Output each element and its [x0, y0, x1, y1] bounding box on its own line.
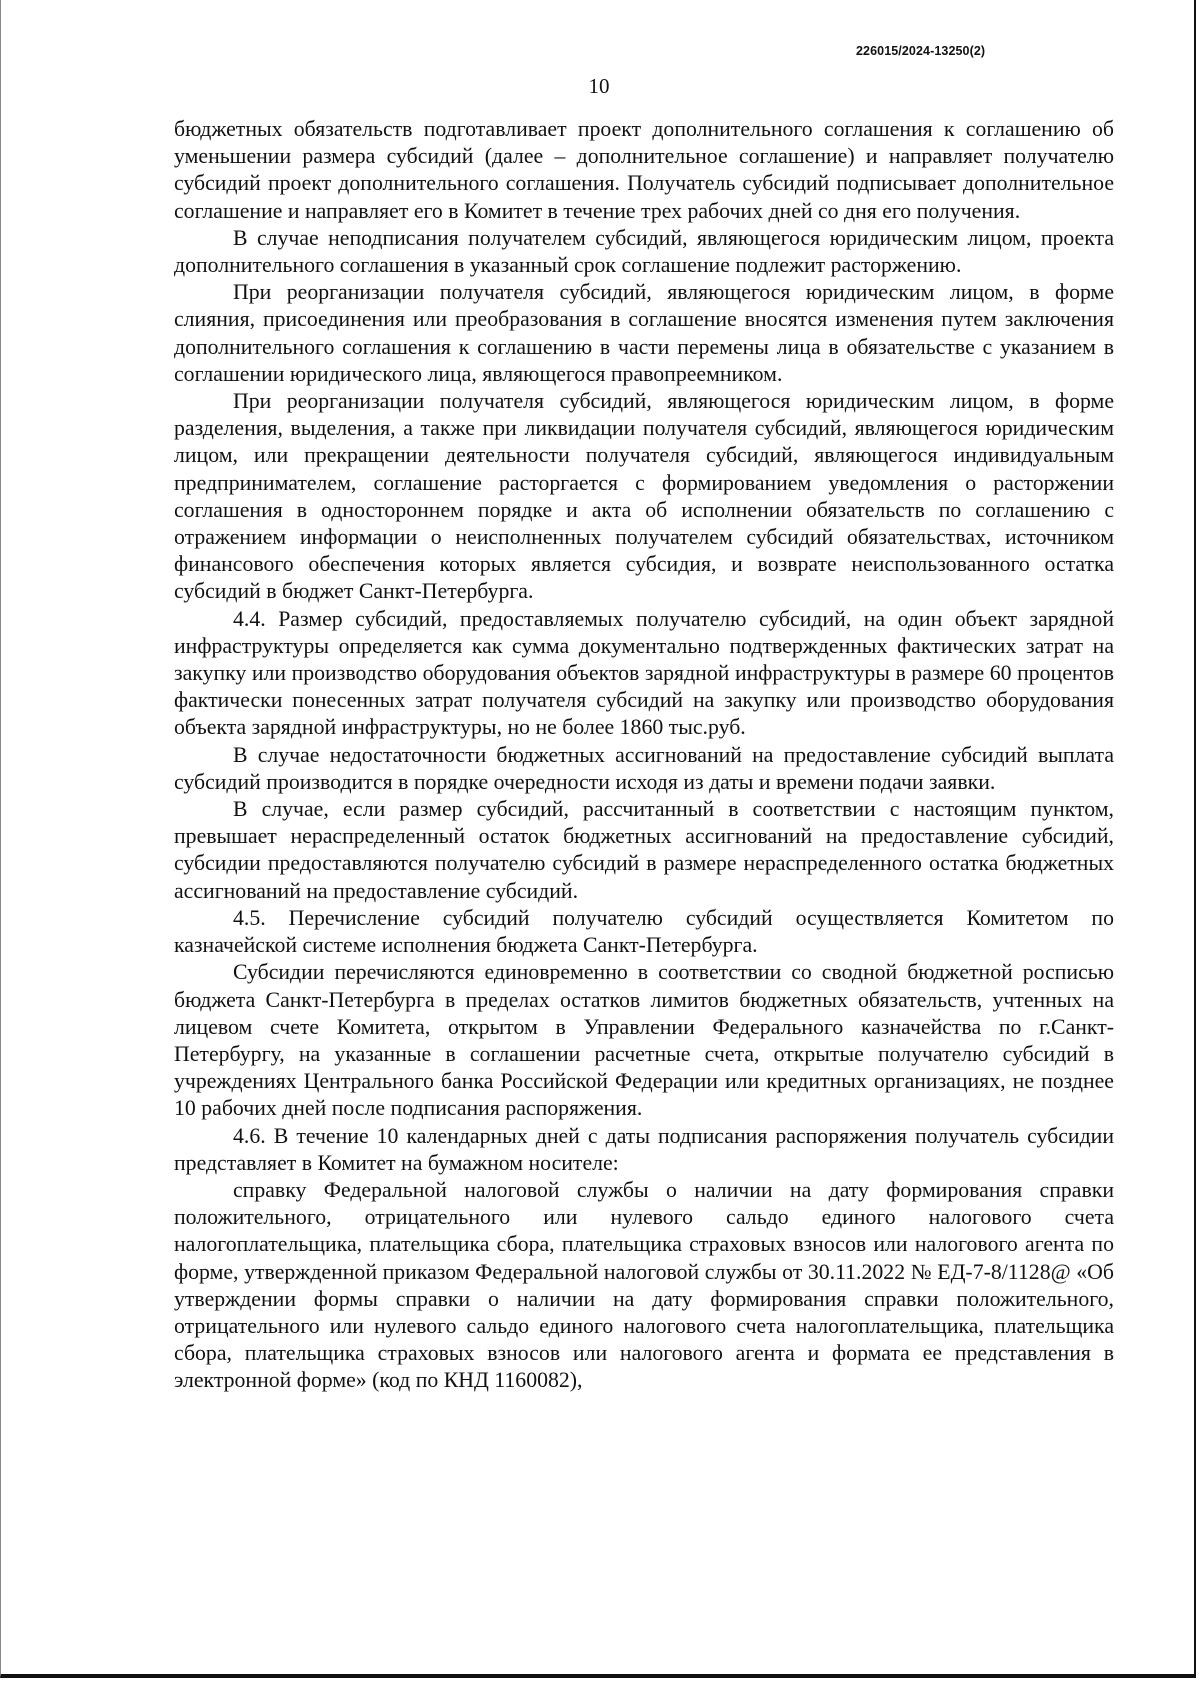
- paragraph-11: справку Федеральной налоговой службы о наличии на дату формирования справки положительного, отрицательного или нулевого сальдо единого налогового счета налогоплательщика, плательщика сбора, плательщика страховых взносов или налогового агента по форме, утвержденной приказом Федеральной налоговой службы от 30.11.2022 № ЕД-7-8/1128@ «Об утверждении формы справки о наличии на дату формирования справки положительного, отрицательного или нулевого сальдо единого налогового счета налогоплательщика, плательщика сбора, плательщика страховых взносов или налогового агента и формата ее представления в электронной форме» (код по КНД 1160082),: [174, 1177, 1114, 1393]
- paragraph-2: В случае неподписания получателем субсидий, являющегося юридическим лицом, проекта дополнительного соглашения в указанный срок соглашение подлежит расторжению.: [174, 225, 1114, 278]
- paragraph-5: 4.4. Размер субсидий, предоставляемых получателю субсидий, на один объект зарядной инфраструктуры определяется как сумма документально подтвержденных фактических затрат на закупку или производство оборудования объектов зарядной инфраструктуры в размере 60 процентов фактически понесенных затрат получателя субсидий на закупку или производство оборудования объекта зарядной инфраструктуры, но не более 1860 тыс.руб.: [174, 606, 1114, 740]
- page-number: 10: [588, 74, 610, 98]
- paragraph-1: бюджетных обязательств подготавливает проект дополнительного соглашения к соглашению об уменьшении размера субсидий (далее – дополнительное соглашение) и направляет получателю субсидий проект дополнительного соглашения. Получатель субсидий подписывает дополнительное соглашение и направляет его в Комитет в течение трех рабочих дней со дня его получения.: [174, 117, 1114, 223]
- paragraph-4: При реорганизации получателя субсидий, являющегося юридическим лицом, в форме разделения, выделения, а также при ликвидации получателя субсидий, являющегося юридическим лицом, или прекращении деятельности получателя субсидий, являющегося индивидуальным предпринимателем, соглашение расторгается с формированием уведомления о расторжении соглашения в одностороннем порядке и акта об исполнении обязательств по соглашению с отражением информации о неисполненных получателем субсидий обязательствах, источником финансового обеспечения которых является субсидия, и возврате неиспользованного остатка субсидий в бюджет Санкт-Петербурга.: [174, 389, 1114, 604]
- document-number: 226015/2024-13250(2): [856, 44, 986, 58]
- paragraph-8: 4.5. Перечисление субсидий получателю субсидий осуществляется Комитетом по казначейской системе исполнения бюджета Санкт-Петербурга.: [174, 905, 1114, 958]
- paragraph-3: При реорганизации получателя субсидий, являющегося юридическим лицом, в форме слияния, присоединения или преобразования в соглашение вносятся изменения путем заключения дополнительного соглашения к соглашению в части перемены лица в обязательстве с указанием в соглашении юридического лица, являющегося правопреемником.: [174, 280, 1114, 386]
- paragraph-10: 4.6. В течение 10 календарных дней с даты подписания распоряжения получатель субсидии представляет в Комитет на бумажном носителе:: [174, 1123, 1114, 1175]
- paragraph-9: Субсидии перечисляются единовременно в соответствии со сводной бюджетной росписью бюджета Санкт-Петербурга в пределах остатков лимитов бюджетных обязательств, учтенных на лицевом счете Комитета, открытом в Управлении Федерального казначейства по г.Санкт-Петербургу, на указанные в соглашении расчетные счета, открытые получателю субсидий в учреждениях Центрального банка Российской Федерации или кредитных организациях, не позднее 10 рабочих дней после подписания распоряжения.: [174, 960, 1114, 1121]
- paragraph-6: В случае недостаточности бюджетных ассигнований на предоставление субсидий выплата субсидий производится в порядке очередности исходя из даты и времени подачи заявки.: [174, 742, 1114, 794]
- paragraph-7: В случае, если размер субсидий, рассчитанный в соответствии с настоящим пунктом, превышает нераспределенный остаток бюджетных ассигнований на предоставление субсидий, субсидии предоставляются получателю субсидий в размере нераспределенного остатка бюджетных ассигнований на предоставление субсидий.: [174, 797, 1114, 903]
- document-body: [174, 116, 1114, 1395]
